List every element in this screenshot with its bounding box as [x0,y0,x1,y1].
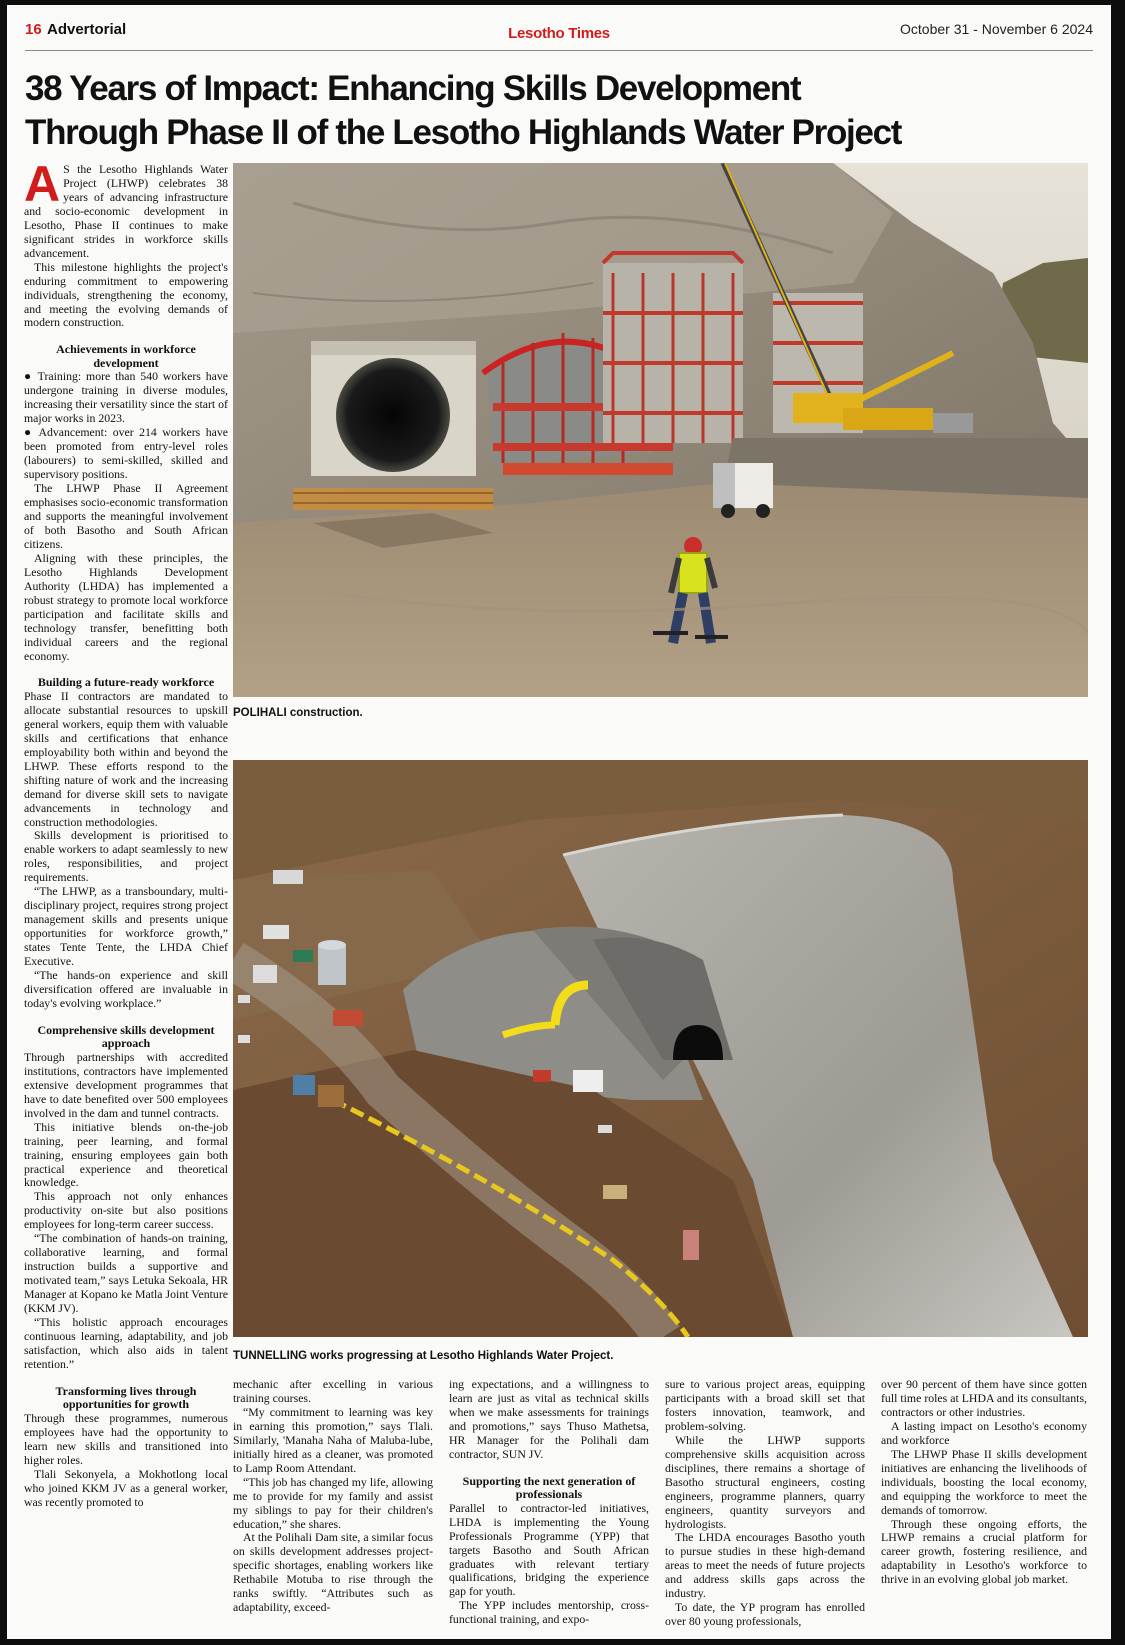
paragraph: Through partnerships with accredited institutions, contractors have implemented extensive development programmes that have to date benefited over 500 employees involved in the dam and tunnel contracts. [24,1049,228,1120]
article-column-2 [233,1378,433,1615]
paragraph: “The combination of hands-on training, collaborative learning, and formal instruction builds a supportive and motivated team,” says Letuka Sekoala, HR Manager at Kopano ke Matla Joint Venture (KKM JV). [24,1231,228,1316]
paragraph: “My commitment to learning was key in earning this promotion,” says Tlali. Similarly, 'Manaha Naha of Maluba-lube, initially hired as a cleaner, was promoted to Lamp Room Attendant. [233,1404,433,1475]
paragraph: ing expectations, and a willingness to learn are just as vital as technical skills when we make assessments for trainings and promotions,” says Thuso Mathetsa, HR Manager for the Polihali dam contractor, SUN JV. [449,1377,649,1461]
paragraph: over 90 percent of them have since gotten full time roles at LHDA and its consultants, contractors or other industries. [881,1377,1087,1419]
paragraph: This approach not only enhances productivity on-site but also positions employees for long-term career success. [24,1189,228,1232]
bullet-item: ● Training: more than 540 workers have undergone training in diverse modules, increasing their versatility since the start of major works in 2023. [24,369,228,426]
intro-paragraph: A S the Lesotho Highlands Water Project (LHWP) celebrates 38 years of advancing infrastructure and socio-economic development in Lesotho, Phase II continues to make significant strides in workforce skills advancement. [24,156,228,260]
article-column-1 [24,156,228,1509]
masthead: Lesotho Times [508,25,610,42]
subheading: Transforming lives through opportunities for growth [55,1383,197,1412]
paragraph: Through these ongoing efforts, the LHWP remains a crucial platform for career growth, fostering resilience, and adaptability in Lesotho's workforce to thrive in an evolving global job market. [881,1516,1087,1587]
photo-tunnelling-works [233,760,1088,1337]
photo-caption-2: TUNNELLING works progressing at Lesotho Highlands Water Project. [233,1350,614,1362]
paragraph: While the LHWP supports comprehensive skills acquisition across disciplines, there remains a shortage of Basotho structural engineers, costing engineers, programme planners, quarry engineers, quantity surveyors and hydrologists. [665,1432,865,1531]
subheading: Supporting the next generation of professionals [462,1473,636,1502]
headline [25,67,1095,155]
paragraph: This milestone highlights the project's enduring commitment to empowering individuals, strengthening the economy, and meeting the evolving demands of modern construction. [24,259,228,330]
paragraph: Aligning with these principles, the Lesotho Highlands Development Authority (LHDA) has implemented a robust strategy to promote local workforce participation and facilitate skills and technology transfer, benefitting both individual careers and the regional economy. [24,550,228,663]
article-column-4 [665,1378,865,1629]
paragraph: The YPP includes mentorship, cross-functional training, and expo- [449,1598,649,1627]
paragraph: Phase II contractors are mandated to allocate substantial resources to upskill general workers, equip them with valuable skills and certifications that enhance employability both within and beyond the LHWP. These efforts respond to the shifting nature of work and the increasing demand for diverse skill sets to navigate advancements in technology and construction methodologies. [24,688,228,829]
paragraph: The LHWP Phase II Agreement emphasises socio-economic transformation and supports the meaningful involvement of both Basotho and South African citizens. [24,481,228,551]
headline-line-1: 38 Years of Impact: Enhancing Skills Development [25,69,801,108]
subheading: Building a future-ready workforce [37,675,215,690]
newspaper-page [7,5,1111,1639]
paragraph: “The LHWP, as a transboundary, multi-disciplinary project, requires strong project management skills and presents unique opportunities for workforce growth,” states Tente Tente, the LHDA Chief Executive. [24,884,228,969]
paragraph: Skills development is prioritised to enable workers to adapt seamlessly to new roles, responsibilities, and project requirements. [24,828,228,885]
drop-cap: A [24,156,61,212]
paragraph: Through these programmes, numerous employees have had the opportunity to learn new skills and transitioned into higher roles. [24,1410,228,1467]
page-number: 16 [25,21,42,38]
issue-date: October 31 - November 6 2024 [900,21,1093,37]
paragraph: The LHDA encourages Basotho youth to pursue studies in these high-demand areas to meet the needs of future projects and address skills gaps across the industry. [665,1530,865,1601]
subheading: Comprehensive skills development approach [37,1022,215,1051]
article-column-3 [449,1378,649,1627]
headline-line-2: Through Phase II of the Lesotho Highlands Water Project [25,113,902,152]
subheading: Achievements in workforce development [56,342,196,370]
page-header [25,17,1093,51]
paragraph: Tlali Sekonyela, a Mokhotlong local who joined KKM JV as a general worker, was recently promoted to [24,1466,228,1509]
paragraph: The LHWP Phase II skills development initiatives are enhancing the livelihoods of individuals, boosting the local economy, and equipping the workforce to meet the demands of tomorrow. [881,1446,1087,1517]
bullet-item: ● Advancement: over 214 workers have been promoted from entry-level roles (labourers) to semi-skilled, skilled and supervisory positions. [24,425,228,482]
article-column-5 [881,1378,1087,1587]
construction-site-image [233,163,1088,697]
aerial-tunnel-image [233,760,1088,1337]
paragraph: To date, the YP program has enrolled over 80 young professionals, [665,1600,865,1629]
paragraph: A lasting impact on Lesotho's economy and workforce [881,1418,1087,1447]
paragraph: At the Polihali Dam site, a similar focus on skills development addresses project-specific shortages, enabling workers like Rethabile Motuba to rise through the ranks swiftly. “Attributes such as adaptability, exceed- [233,1530,433,1615]
photo-polihali-construction [233,163,1088,697]
paragraph: “This job has changed my life, allowing me to provide for my family and assist my siblings to pay for their children's education,” she shares. [233,1474,433,1531]
photo-caption-1: POLIHALI construction. [233,707,363,719]
paragraph: Parallel to contractor-led initiatives, LHDA is implementing the Young Professionals Programme (YPP) that targets Basotho and South African graduates with relevant tertiary qualifications, bridging the experience gap for youth. [449,1500,649,1599]
section-label: Advertorial [47,21,127,38]
paragraph: “This holistic approach encourages continuous learning, adaptability, and job satisfaction, which also aids in talent retention.” [24,1314,228,1371]
paragraph: sure to various project areas, equipping participants with a broad skill set that fosters innovation, teamwork, and problem-solving. [665,1377,865,1433]
paragraph: mechanic after excelling in various training courses. [233,1377,433,1405]
paragraph: This initiative blends on-the-job training, peer learning, and formal training, ensuring employees gain both practical experience and theoretical knowledge. [24,1119,228,1190]
paragraph: “The hands-on experience and skill diversification offered are invaluable in today's evolving workplace.” [24,968,228,1010]
